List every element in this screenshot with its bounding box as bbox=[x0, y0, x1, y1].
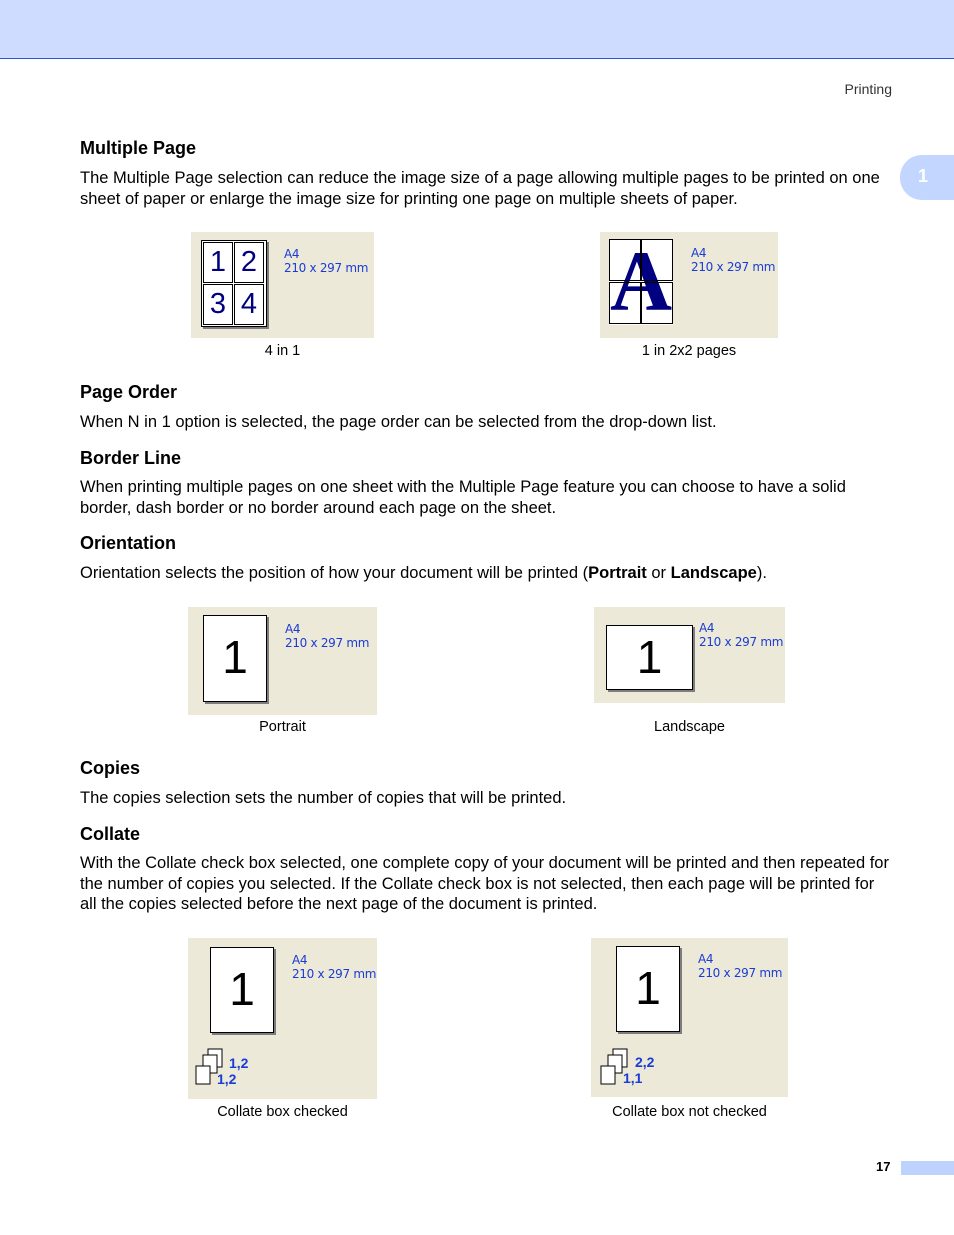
heading-multiple-page: Multiple Page bbox=[80, 138, 197, 158]
figure-landscape bbox=[594, 607, 785, 703]
cell-4: 4 bbox=[234, 284, 264, 325]
header-band bbox=[0, 0, 954, 59]
large-letter: A bbox=[609, 239, 673, 325]
tile-top-right bbox=[641, 239, 673, 281]
copy-count-bottom: 1,1 bbox=[623, 1070, 643, 1086]
tile-bottom-right bbox=[641, 282, 673, 324]
heading-border-line: Border Line bbox=[80, 448, 182, 468]
paper-spec bbox=[292, 953, 376, 981]
paper-spec bbox=[285, 622, 369, 650]
figure-collate-checked bbox=[188, 938, 377, 1099]
cell-1: 1 bbox=[203, 242, 233, 283]
paragraph-collate: With the Collate check box selected, one complete copy of your document will be printed and then repeated for the number of copies you selected. If the Collate check box is not selected, then each page will be printed for all the copies selected before the next page of the document is printed. bbox=[80, 854, 889, 913]
figure-1-in-2x2 bbox=[600, 232, 778, 338]
caption-collate-unchecked: Collate box not checked bbox=[612, 1104, 767, 1120]
paper-spec bbox=[284, 247, 368, 275]
page-number: 1 bbox=[229, 963, 255, 1015]
copy-count-top: 2,2 bbox=[635, 1054, 655, 1070]
cell-3: 3 bbox=[203, 284, 233, 325]
paper-size: A4 bbox=[699, 621, 715, 635]
page-preview bbox=[210, 947, 274, 1033]
paragraph-multiple-page: The Multiple Page selection can reduce the image size of a page allowing multiple pages to be printed on one sheet of paper or enlarge the image size for printing one page on multiple sheets of paper. bbox=[80, 169, 880, 208]
paragraph-orientation: Orientation selects the position of how your document will be printed (Portrait or Landscape). bbox=[80, 564, 767, 582]
paper-spec bbox=[699, 621, 783, 649]
page-number: 1 bbox=[635, 962, 661, 1014]
term-portrait: Portrait bbox=[588, 564, 647, 582]
figure-collate-unchecked bbox=[591, 938, 788, 1097]
tile-top-left bbox=[609, 239, 641, 281]
paper-size: A4 bbox=[292, 953, 308, 967]
paper-dims: 210 x 297 mm bbox=[699, 635, 784, 649]
paper-size: A4 bbox=[284, 247, 300, 261]
footer-bar bbox=[901, 1161, 954, 1175]
tile-bottom-left bbox=[609, 282, 641, 324]
cell-2: 2 bbox=[234, 242, 264, 283]
paper-dims: 210 x 297 mm bbox=[292, 967, 377, 981]
page-number: 1 bbox=[222, 631, 248, 683]
paper-dims: 210 x 297 mm bbox=[691, 260, 776, 274]
paper-size: A4 bbox=[698, 952, 714, 966]
heading-page-order: Page Order bbox=[80, 382, 178, 402]
page-number: 17 bbox=[876, 1159, 891, 1174]
copy-count-top: 1,2 bbox=[229, 1055, 249, 1071]
page-number: 1 bbox=[636, 631, 663, 683]
caption-portrait: Portrait bbox=[259, 719, 306, 735]
page-preview bbox=[201, 240, 267, 327]
paragraph-page-order: When N in 1 option is selected, the page order can be selected from the drop-down list. bbox=[80, 413, 717, 431]
figure-4-in-1 bbox=[191, 232, 374, 338]
tiled-pages bbox=[609, 239, 673, 325]
heading-copies: Copies bbox=[80, 758, 141, 778]
paper-size: A4 bbox=[285, 622, 301, 636]
heading-orientation: Orientation bbox=[80, 533, 177, 553]
caption-1-in-2x2: 1 in 2x2 pages bbox=[641, 343, 737, 359]
paper-dims: 210 x 297 mm bbox=[284, 261, 369, 275]
chapter-number: 1 bbox=[918, 166, 929, 186]
heading-collate: Collate bbox=[80, 824, 141, 844]
figure-portrait bbox=[188, 607, 377, 715]
copy-count-bottom: 1,2 bbox=[217, 1071, 237, 1087]
chapter-tab bbox=[900, 155, 954, 200]
page-preview bbox=[606, 625, 693, 690]
caption-4-in-1: 4 in 1 bbox=[264, 343, 301, 359]
paper-spec bbox=[691, 246, 775, 274]
caption-collate-checked: Collate box checked bbox=[217, 1104, 348, 1120]
caption-landscape: Landscape bbox=[654, 719, 725, 735]
paper-dims: 210 x 297 mm bbox=[285, 636, 370, 650]
running-title: Printing bbox=[844, 81, 892, 97]
page-preview bbox=[203, 615, 267, 702]
paper-size: A4 bbox=[691, 246, 707, 260]
paragraph-copies: The copies selection sets the number of copies that will be printed. bbox=[80, 789, 567, 807]
paper-dims: 210 x 297 mm bbox=[698, 966, 783, 980]
page-preview bbox=[616, 946, 680, 1032]
term-landscape: Landscape bbox=[670, 564, 757, 582]
paper-spec bbox=[698, 952, 782, 980]
paragraph-border-line: When printing multiple pages on one sheet with the Multiple Page feature you can choose to have a solid border, dash border or no border around each page on the sheet. bbox=[80, 478, 846, 517]
